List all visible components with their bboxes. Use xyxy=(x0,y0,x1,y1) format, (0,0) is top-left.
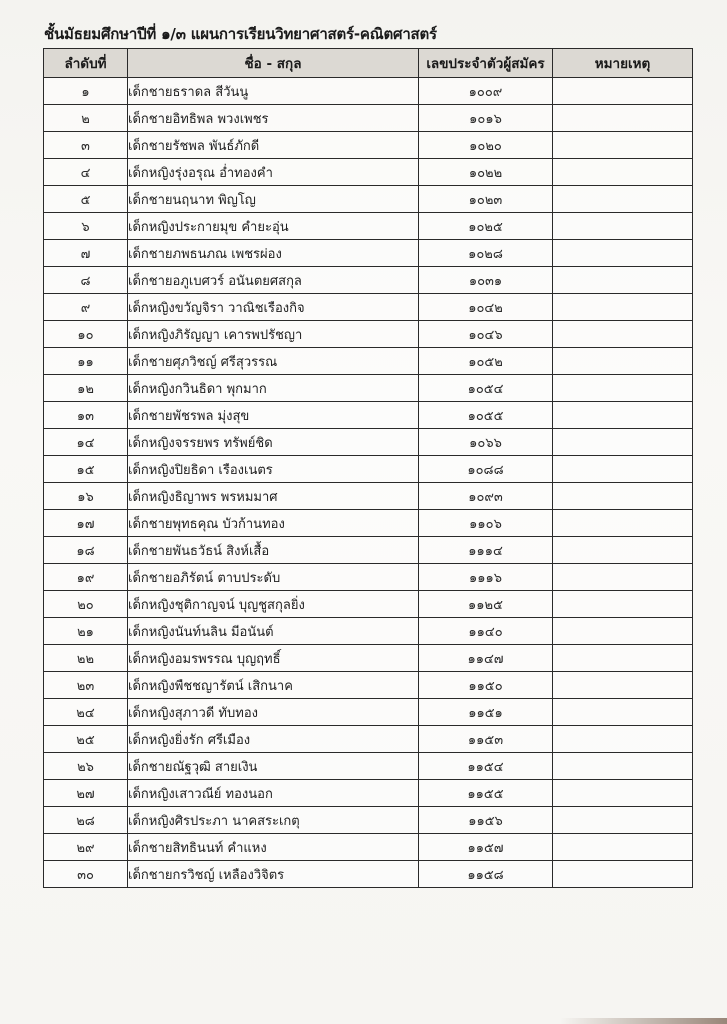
applicant-id: ๑๐๒๓ xyxy=(419,186,553,213)
applicant-id: ๑๐๕๔ xyxy=(419,375,553,402)
remark-cell xyxy=(553,375,693,402)
applicant-id: ๑๐๔๒ xyxy=(419,294,553,321)
applicant-id: ๑๐๕๕ xyxy=(419,402,553,429)
table-row xyxy=(44,672,693,699)
table-row xyxy=(44,537,693,564)
row-number: ๓๐ xyxy=(44,861,128,888)
student-name: เด็กชายพันธวัธน์ สิงห์เสื้อ xyxy=(128,537,419,564)
row-number: ๑๖ xyxy=(44,483,128,510)
applicant-id: ๑๐๒๘ xyxy=(419,240,553,267)
document-title: ชั้นมัธยมศึกษาปีที่ ๑/๓ แผนการเรียนวิทยาศาสตร์-คณิตศาสตร์ xyxy=(44,25,437,43)
student-name: เด็กหญิงอมรพรรณ บุญฤทธิ์ xyxy=(128,645,419,672)
table-row xyxy=(44,267,693,294)
remark-cell xyxy=(553,591,693,618)
applicant-id: ๑๐๐๙ xyxy=(419,78,553,105)
applicant-id: ๑๑๕๕ xyxy=(419,780,553,807)
student-name: เด็กหญิงศิรประภา นาคสระเกตุ xyxy=(128,807,419,834)
remark-cell xyxy=(553,294,693,321)
remark-cell xyxy=(553,807,693,834)
student-name: เด็กชายธราดล สีวันนู xyxy=(128,78,419,105)
table-row xyxy=(44,132,693,159)
row-number: ๑๘ xyxy=(44,537,128,564)
student-roster-table xyxy=(43,48,693,888)
row-number: ๔ xyxy=(44,159,128,186)
remark-cell xyxy=(553,564,693,591)
student-name: เด็กหญิงขวัญจิรา วาณิชเรืองกิจ xyxy=(128,294,419,321)
applicant-id: ๑๑๔๐ xyxy=(419,618,553,645)
applicant-id: ๑๐๒๕ xyxy=(419,213,553,240)
remark-cell xyxy=(553,753,693,780)
applicant-id: ๑๑๕๔ xyxy=(419,753,553,780)
table-row xyxy=(44,726,693,753)
row-number: ๒๖ xyxy=(44,753,128,780)
row-number: ๑๐ xyxy=(44,321,128,348)
row-number: ๒๔ xyxy=(44,699,128,726)
table-row xyxy=(44,645,693,672)
row-number: ๑ xyxy=(44,78,128,105)
remark-cell xyxy=(553,780,693,807)
applicant-id: ๑๑๒๕ xyxy=(419,591,553,618)
student-name: เด็กชายพัชรพล มุ่งสุข xyxy=(128,402,419,429)
remark-cell xyxy=(553,348,693,375)
remark-cell xyxy=(553,483,693,510)
student-name: เด็กหญิงนันท์นลิน มีอนันต์ xyxy=(128,618,419,645)
applicant-id: ๑๑๑๔ xyxy=(419,537,553,564)
remark-cell xyxy=(553,861,693,888)
row-number: ๒๐ xyxy=(44,591,128,618)
row-number: ๕ xyxy=(44,186,128,213)
applicant-id: ๑๑๕๗ xyxy=(419,834,553,861)
header-applicant-id: เลขประจำตัวผู้สมัคร xyxy=(419,49,553,78)
remark-cell xyxy=(553,78,693,105)
table-row xyxy=(44,240,693,267)
student-name: เด็กชายพุทธคุณ บัวก้านทอง xyxy=(128,510,419,537)
header-no: ลำดับที่ xyxy=(44,49,128,78)
student-name: เด็กหญิงยิ่งรัก ศรีเมือง xyxy=(128,726,419,753)
row-number: ๒๓ xyxy=(44,672,128,699)
student-name: เด็กชายสิทธินนท์ คำแหง xyxy=(128,834,419,861)
remark-cell xyxy=(553,159,693,186)
row-number: ๑๙ xyxy=(44,564,128,591)
applicant-id: ๑๐๘๘ xyxy=(419,456,553,483)
student-name: เด็กหญิงประกายมุข คำยะอุ่น xyxy=(128,213,419,240)
table-row xyxy=(44,834,693,861)
applicant-id: ๑๐๒๒ xyxy=(419,159,553,186)
row-number: ๒๒ xyxy=(44,645,128,672)
table-row xyxy=(44,591,693,618)
remark-cell xyxy=(553,537,693,564)
row-number: ๒๘ xyxy=(44,807,128,834)
row-number: ๒๑ xyxy=(44,618,128,645)
table-row xyxy=(44,78,693,105)
remark-cell xyxy=(553,429,693,456)
student-name: เด็กชายภพธนภณ เพชรผ่อง xyxy=(128,240,419,267)
student-name: เด็กหญิงรุ่งอรุณ อ่ำทองคำ xyxy=(128,159,419,186)
table-row xyxy=(44,375,693,402)
row-number: ๑๑ xyxy=(44,348,128,375)
student-name: เด็กหญิงจรรยพร ทรัพย์ชิด xyxy=(128,429,419,456)
student-name: เด็กชายรัชพล พันธ์ภักดี xyxy=(128,132,419,159)
remark-cell xyxy=(553,267,693,294)
remark-cell xyxy=(553,699,693,726)
student-name: เด็กหญิงปิยธิดา เรืองเนตร xyxy=(128,456,419,483)
remark-cell xyxy=(553,240,693,267)
remark-cell xyxy=(553,618,693,645)
table-row xyxy=(44,699,693,726)
remark-cell xyxy=(553,834,693,861)
remark-cell xyxy=(553,321,693,348)
applicant-id: ๑๑๕๓ xyxy=(419,726,553,753)
row-number: ๘ xyxy=(44,267,128,294)
row-number: ๒๙ xyxy=(44,834,128,861)
student-name: เด็กชายศุภวิชญ์ ศรีสุวรรณ xyxy=(128,348,419,375)
table-row xyxy=(44,753,693,780)
row-number: ๑๕ xyxy=(44,456,128,483)
student-name: เด็กหญิงชุติกาญจน์ บุญชูสกุลยิ่ง xyxy=(128,591,419,618)
table-row xyxy=(44,510,693,537)
table-row xyxy=(44,105,693,132)
applicant-id: ๑๐๖๖ xyxy=(419,429,553,456)
student-name: เด็กชายอภูเบศวร์ อนันตยศสกุล xyxy=(128,267,419,294)
remark-cell xyxy=(553,510,693,537)
applicant-id: ๑๑๕๘ xyxy=(419,861,553,888)
row-number: ๗ xyxy=(44,240,128,267)
row-number: ๖ xyxy=(44,213,128,240)
row-number: ๑๗ xyxy=(44,510,128,537)
row-number: ๙ xyxy=(44,294,128,321)
header-name: ชื่อ - สกุล xyxy=(128,49,419,78)
table-body xyxy=(44,78,693,888)
applicant-id: ๑๑๔๗ xyxy=(419,645,553,672)
student-name: เด็กหญิงพืชชญารัตน์ เสิกนาค xyxy=(128,672,419,699)
table-row xyxy=(44,321,693,348)
student-name: เด็กชายอภิรัตน์ ตาบประดับ xyxy=(128,564,419,591)
table-row xyxy=(44,807,693,834)
applicant-id: ๑๑๕๑ xyxy=(419,699,553,726)
remark-cell xyxy=(553,213,693,240)
row-number: ๒ xyxy=(44,105,128,132)
table-row xyxy=(44,402,693,429)
student-name: เด็กหญิงกวินธิดา พุกมาก xyxy=(128,375,419,402)
remark-cell xyxy=(553,132,693,159)
table-row xyxy=(44,159,693,186)
table-row xyxy=(44,429,693,456)
row-number: ๑๔ xyxy=(44,429,128,456)
student-name: เด็กหญิงภิรัญญา เคารพปรัชญา xyxy=(128,321,419,348)
table-header-row xyxy=(44,49,693,78)
table-row xyxy=(44,483,693,510)
table-row xyxy=(44,294,693,321)
applicant-id: ๑๐๔๖ xyxy=(419,321,553,348)
remark-cell xyxy=(553,456,693,483)
remark-cell xyxy=(553,672,693,699)
table-row xyxy=(44,564,693,591)
table-row xyxy=(44,456,693,483)
row-number: ๒๗ xyxy=(44,780,128,807)
remark-cell xyxy=(553,726,693,753)
remark-cell xyxy=(553,402,693,429)
student-name: เด็กชายณัฐวุฒิ สายเงิน xyxy=(128,753,419,780)
applicant-id: ๑๐๕๒ xyxy=(419,348,553,375)
table-row xyxy=(44,186,693,213)
table-row xyxy=(44,618,693,645)
applicant-id: ๑๐๓๑ xyxy=(419,267,553,294)
applicant-id: ๑๑๕๖ xyxy=(419,807,553,834)
table-row xyxy=(44,348,693,375)
table-row xyxy=(44,213,693,240)
applicant-id: ๑๑๑๖ xyxy=(419,564,553,591)
applicant-id: ๑๑๕๐ xyxy=(419,672,553,699)
remark-cell xyxy=(553,645,693,672)
applicant-id: ๑๑๐๖ xyxy=(419,510,553,537)
remark-cell xyxy=(553,105,693,132)
student-name: เด็กชายกรวิชญ์ เหลืองวิจิตร xyxy=(128,861,419,888)
page-edge-shadow xyxy=(560,1018,727,1024)
table-row xyxy=(44,780,693,807)
applicant-id: ๑๐๒๐ xyxy=(419,132,553,159)
applicant-id: ๑๐๑๖ xyxy=(419,105,553,132)
student-name: เด็กชายนฤนาท พิญโญ xyxy=(128,186,419,213)
header-remark: หมายเหตุ xyxy=(553,49,693,78)
table-row xyxy=(44,861,693,888)
row-number: ๓ xyxy=(44,132,128,159)
row-number: ๒๕ xyxy=(44,726,128,753)
student-name: เด็กหญิงสุภาวดี ทับทอง xyxy=(128,699,419,726)
student-name: เด็กหญิงเสาวณีย์ ทองนอก xyxy=(128,780,419,807)
row-number: ๑๒ xyxy=(44,375,128,402)
row-number: ๑๓ xyxy=(44,402,128,429)
student-name: เด็กหญิงธิญาพร พรหมมาศ xyxy=(128,483,419,510)
student-name: เด็กชายอิทธิพล พวงเพชร xyxy=(128,105,419,132)
remark-cell xyxy=(553,186,693,213)
applicant-id: ๑๐๙๓ xyxy=(419,483,553,510)
